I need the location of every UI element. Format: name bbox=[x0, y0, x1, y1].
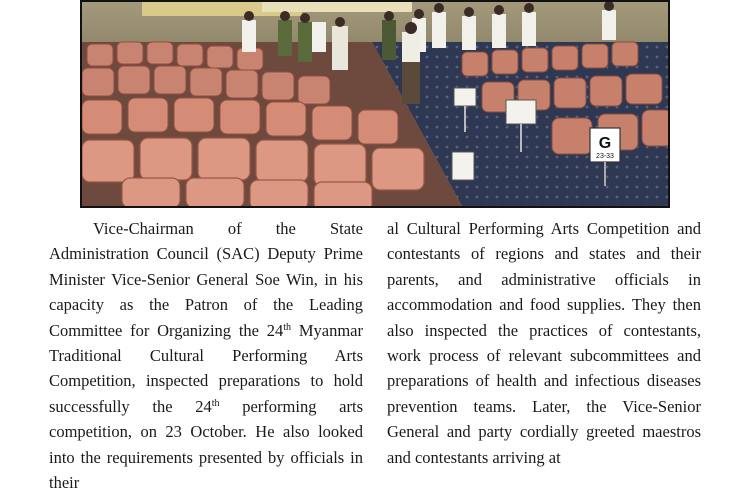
paragraph-text: Myanmar Traditional Cultural Performing Arts Competition, inspected preparations to hold successfully the 24 bbox=[49, 320, 363, 416]
article-column-left bbox=[49, 216, 363, 495]
paragraph-text: Vice-Chairman of the State Administration Council (SAC) Deputy Prime Minister Vice-Senior General Soe Win, in his capacity as the Patron of the Leading Committee for Organizing the 24 bbox=[49, 219, 363, 340]
article-paragraph: al Cultural Performing Arts Competition and contestants of regions and states and their parents, and administrative officials in accommodation and food supplies. They then also inspected the practices of contestants, work process of relevant subcommittees and preparations of health and infectious diseases prevention teams. Later, the Vice-Senior General and party cordially greeted maestros and contestants arriving at bbox=[387, 219, 701, 467]
paragraph-text: performing arts competition, on 23 October. He also looked into the requirements presented by officials in their bbox=[49, 396, 363, 493]
svg-text:G: G bbox=[598, 135, 612, 152]
svg-text:23-33: 23-33 bbox=[596, 153, 614, 160]
auditorium-scene bbox=[82, 2, 668, 206]
ordinal-suffix: th bbox=[211, 397, 220, 409]
news-photo-auditorium bbox=[80, 0, 670, 208]
ordinal-suffix: th bbox=[283, 321, 292, 333]
article-column-right bbox=[387, 216, 701, 470]
article-paragraph bbox=[49, 216, 363, 495]
